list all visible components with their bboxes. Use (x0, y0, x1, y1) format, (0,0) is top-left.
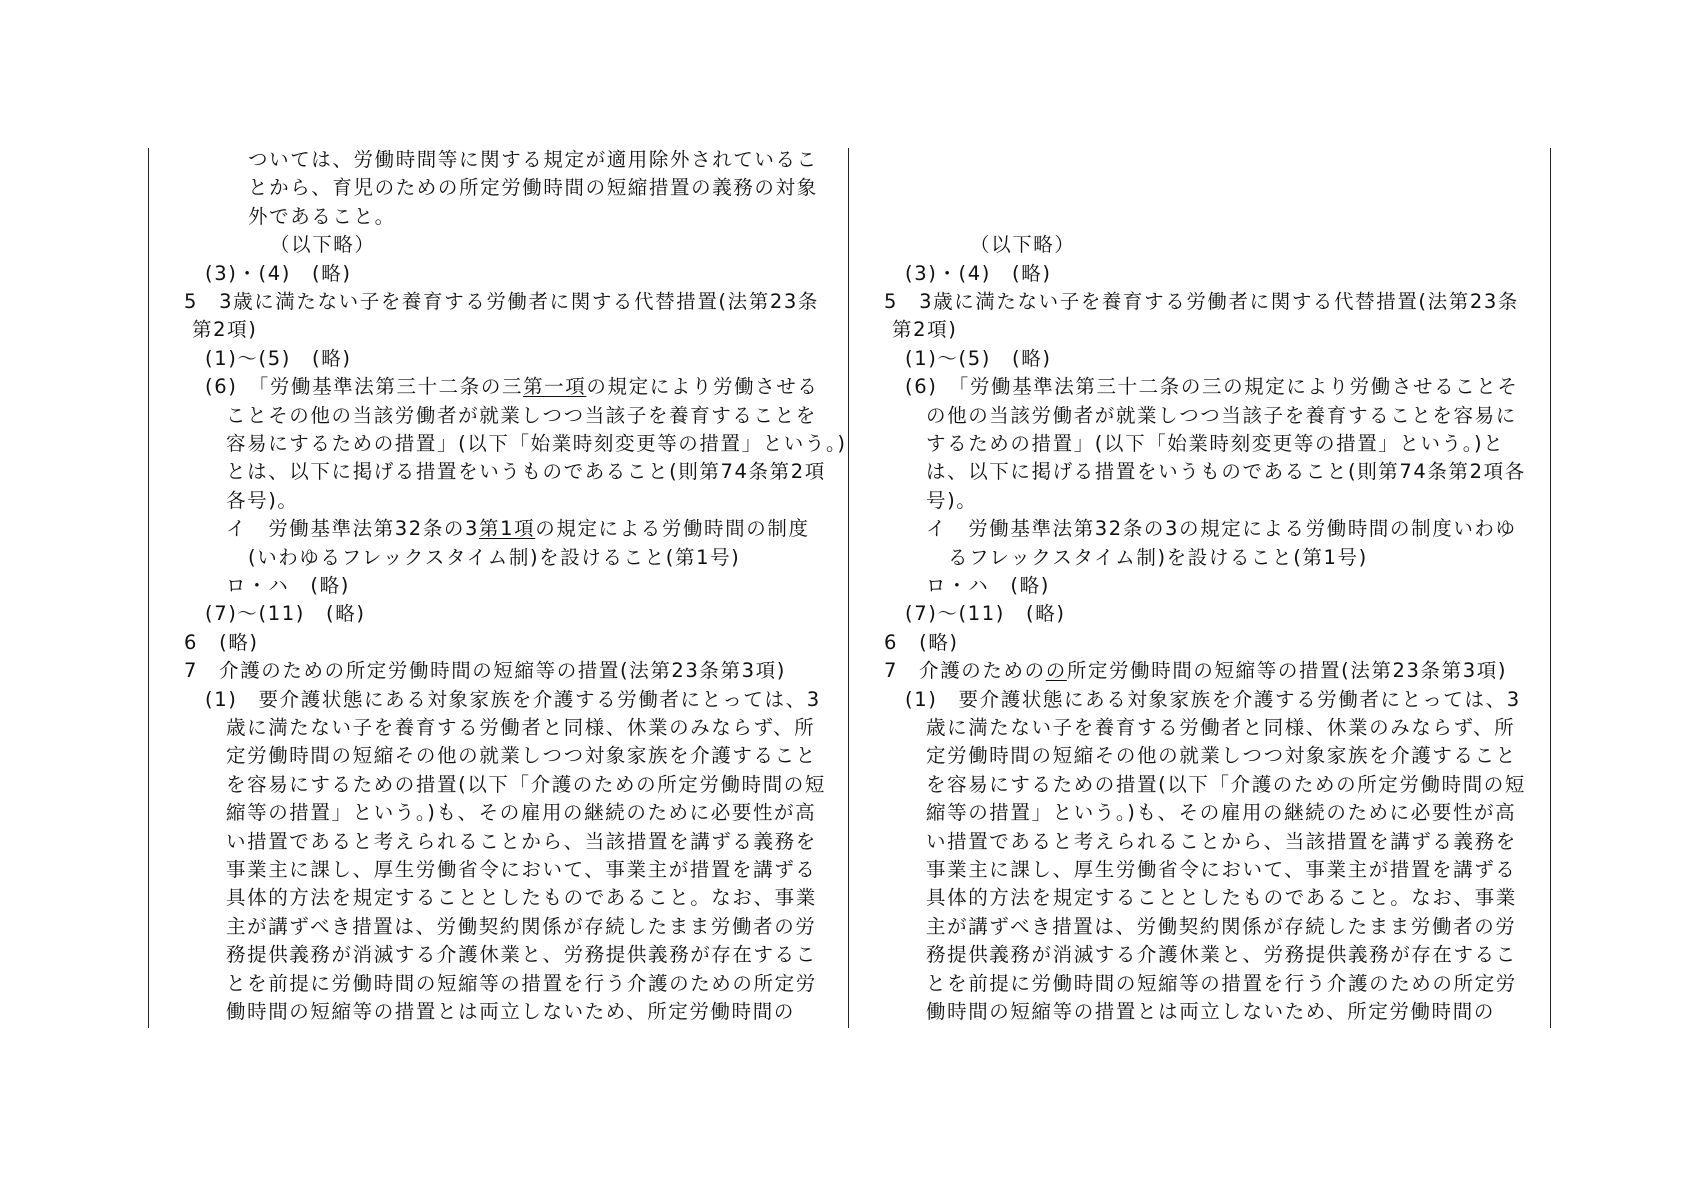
text-line: 歳に満たない子を養育する労働者と同様、休業のみならず、所 (926, 716, 1516, 739)
text-line: 務提供義務が消滅する介護休業と、労務提供義務が存在するこ (926, 943, 1517, 967)
text-line: を容易にするための措置(以下「介護のための所定労働時間の短 (926, 772, 1527, 796)
text-segment: 7 介護のための (884, 659, 1046, 683)
left-table-border (148, 148, 149, 1028)
text-line: とから、育児のための所定労働時間の短縮措置の義務の対象 (248, 176, 818, 200)
text-line: (いわゆるフレックスタイム制)を設けること(第1号) (248, 545, 741, 569)
text-line: （以下略） (270, 233, 376, 257)
text-segment: の規定により労働させる (586, 375, 819, 399)
text-line: 号)。 (926, 488, 978, 512)
text-line: 5 3歳に満たない子を養育する労働者に関する代替措置(法第23条 (184, 290, 819, 313)
text-line: 5 3歳に満たない子を養育する労働者に関する代替措置(法第23条 (884, 290, 1519, 313)
text-line: (7)～(11) (略) (905, 602, 1066, 626)
text-line: 6 (略) (884, 630, 959, 654)
text-segment: (6) 「労働基準法第三十二条の三 (205, 375, 524, 399)
text-line: 務提供義務が消滅する介護休業と、労務提供義務が存在するこ (226, 943, 817, 967)
column-divider (848, 148, 849, 1028)
text-line: 外であること。 (248, 204, 396, 228)
text-line: 縮等の措置」という。)も、その雇用の継続のために必要性が高 (226, 801, 817, 825)
text-line: ロ・ハ (略) (926, 574, 1050, 597)
text-line: 働時間の短縮等の措置とは両立しないため、所定労働時間の (926, 1000, 1495, 1023)
text-line: (1)～(5) (略) (205, 346, 352, 370)
text-line: 事業主に課し、厚生労働省令において、事業主が措置を講ずる (926, 858, 1517, 881)
text-line: るフレックスタイム制)を設けること(第1号) (948, 545, 1368, 569)
text-line: (1)～(5) (略) (905, 346, 1052, 370)
text-line: 容易にするための措置」(以下「始業時刻変更等の措置」という。) (226, 432, 847, 455)
text-line: 縮等の措置」という。)も、その雇用の継続のために必要性が高 (926, 801, 1517, 825)
text-line: 働時間の短縮等の措置とは両立しないため、所定労働時間の (226, 1000, 795, 1023)
text-line: い措置であると考えられることから、当該措置を講ずる義務を (926, 829, 1517, 853)
text-line: するための措置」(以下「始業時刻変更等の措置」という。)と (926, 432, 1505, 455)
underlined-amendment: 第一項 (523, 375, 587, 399)
text-line: とを前提に労働時間の短縮等の措置を行う介護のための所定労 (226, 971, 817, 995)
text-line (226, 515, 810, 543)
text-line: 具体的方法を規定することとしたものであること。なお、事業 (226, 886, 817, 910)
text-line: 主が講ずべき措置は、労働契約関係が存続したまま労働者の労 (226, 914, 817, 938)
text-line (205, 373, 819, 401)
text-line: ついては、労働時間等に関する規定が適用除外されているこ (248, 148, 818, 171)
text-line: 具体的方法を規定することとしたものであること。なお、事業 (926, 886, 1517, 910)
text-line: 7 介護のための所定労働時間の短縮等の措置(法第23条第3項) (184, 659, 786, 683)
text-line (884, 657, 1507, 685)
text-line: 歳に満たない子を養育する労働者と同様、休業のみならず、所 (226, 716, 816, 739)
text-line: 6 (略) (184, 630, 259, 654)
text-line: 事業主に課し、厚生労働省令において、事業主が措置を講ずる (226, 858, 817, 881)
right-table-border (1550, 148, 1551, 1028)
text-line: (1) 要介護状態にある対象家族を介護する労働者にとっては、3 (205, 687, 821, 711)
text-line: 第2項) (192, 318, 258, 342)
text-segment: の規定による労働時間の制度 (535, 517, 810, 541)
text-line: イ 労働基準法第32条の3の規定による労働時間の制度いわゆ (926, 517, 1517, 541)
text-line: 主が講ずべき措置は、労働契約関係が存続したまま労働者の労 (926, 914, 1517, 938)
text-line: の他の当該労働者が就業しつつ当該子を養育することを容易に (926, 403, 1517, 427)
text-line: とは、以下に掲げる措置をいうものであること(則第74条第2項 (226, 460, 826, 484)
text-line: 定労働時間の短縮その他の就業しつつ対象家族を介護すること (926, 744, 1517, 768)
text-line: 第2項) (892, 318, 958, 342)
text-line: （以下略） (970, 233, 1076, 257)
text-line: (1) 要介護状態にある対象家族を介護する労働者にとっては、3 (905, 687, 1521, 711)
underlined-amendment: の (1045, 659, 1067, 683)
text-segment: イ 労働基準法第32条の3 (226, 517, 480, 541)
text-line: 定労働時間の短縮その他の就業しつつ対象家族を介護すること (226, 744, 817, 768)
text-line: は、以下に掲げる措置をいうものであること(則第74条第2項各 (926, 460, 1526, 484)
text-line: ことその他の当該労働者が就業しつつ当該子を養育することを (226, 403, 817, 427)
text-line: 各号)。 (226, 488, 299, 512)
text-line: い措置であると考えられることから、当該措置を講ずる義務を (226, 829, 817, 853)
text-line: (7)～(11) (略) (205, 602, 366, 626)
text-line: (3)・(4) (略) (205, 261, 352, 285)
text-line: (6) 「労働基準法第三十二条の三の規定により労働させることそ (905, 375, 1519, 399)
text-line: を容易にするための措置(以下「介護のための所定労働時間の短 (226, 772, 827, 796)
text-line: ロ・ハ (略) (226, 574, 350, 597)
text-line: とを前提に労働時間の短縮等の措置を行う介護のための所定労 (926, 971, 1517, 995)
underlined-amendment: 第1項 (479, 517, 536, 541)
text-segment: 所定労働時間の短縮等の措置(法第23条第3項) (1066, 659, 1508, 683)
text-line: (3)・(4) (略) (905, 261, 1052, 285)
